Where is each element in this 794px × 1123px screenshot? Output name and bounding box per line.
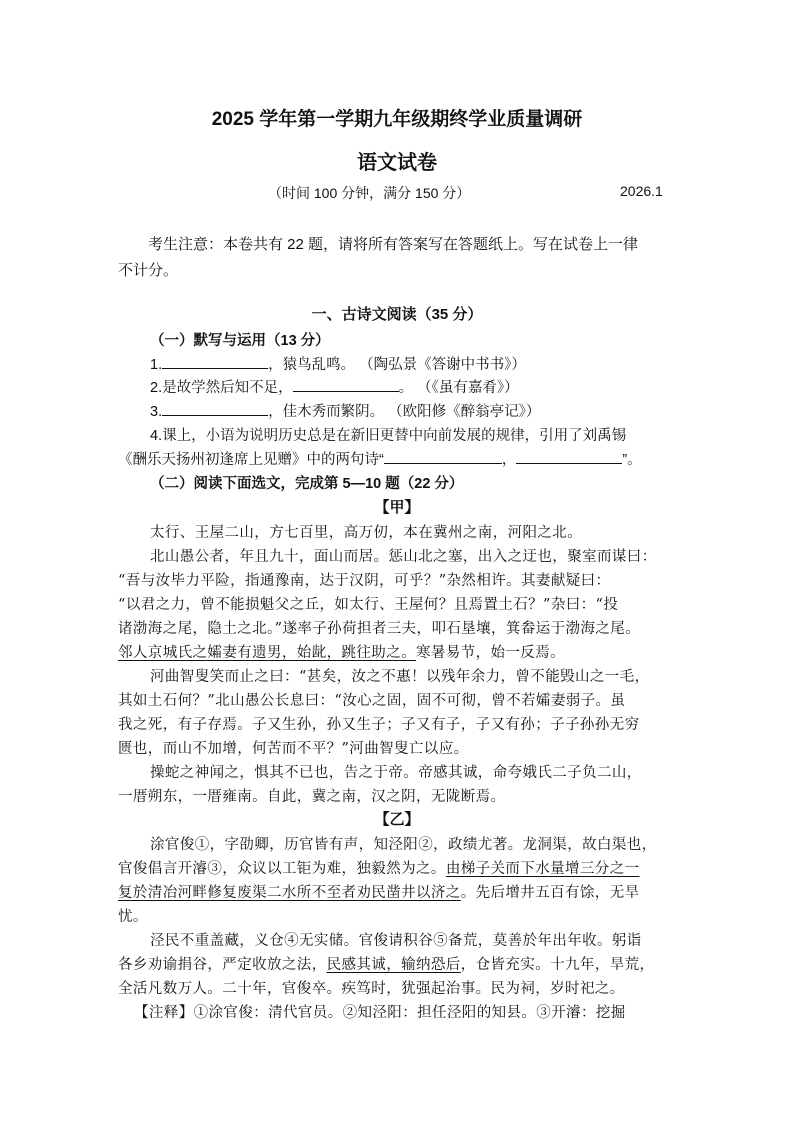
passage-jia-label: 【甲】 [374,499,420,516]
yi-p2-line-2 [118,953,654,974]
jia-p3-line-4: 匮也，而山不加增，何苦而不平？”河曲智叟亡以应。 [118,741,469,757]
part1-heading: 一、古诗文阅读（35 分） [311,306,483,323]
yi-p1-line-2 [118,857,640,878]
q3-text: ，佳木秀而繁阴。 （欧阳修《醉翁亭记》） [268,404,541,420]
section2-heading: （二）阅读下面选文，完成第 5—10 题（22 分） [150,476,464,492]
yi-p1-line-1: 涂官俊①，字劭卿，历官皆有声，知泾阳②，政绩尤著。龙洞渠，故白渠也， [150,837,657,853]
section1-heading: （一）默写与运用（13 分） [150,333,330,349]
jia-p4-line-2: 一厝朔东，一厝雍南。自此，冀之南，汉之阴，无陇断焉。 [118,789,506,805]
jia-p2-line-5 [118,641,565,662]
exam-subtitle: 语文试卷 [357,152,437,174]
yi-underlined-sentence-1a: 由梯子关而下水量增三分之一 [445,861,640,877]
jia-p3-line-3: 我之死，有子存焉。子又生孙，孙又生子；子又有子，子又有孙；子子孙孙无穷 [118,717,640,733]
yi-p2-line-1: 泾民不重盖藏，义仓④无实储。官俊请积谷⑤备荒，莫善於年出年收。躬诣 [150,933,642,949]
question-3 [150,400,540,421]
question-4-line-2 [118,448,642,469]
jia-p2-line-5-rest: 寒暑易节，始一反焉。 [416,645,565,661]
q2-text: 2.是故学然后知不足， [150,380,293,396]
jia-p2-line-1: 北山愚公者，年且九十，面山而居。惩山北之塞，出入之迂也，聚室而谋曰： [150,549,657,565]
jia-p3-line-1: 河曲智叟笑而止之曰：“甚矣，汝之不惠！以残年余力，曾不能毁山之一毛， [150,669,650,685]
jia-p2-line-3: “以君之力，曾不能损魁父之丘，如太行、王屋何？且焉置土石？”杂曰：“投 [118,597,619,613]
q4-text-b: ， [501,452,517,468]
yi-p1-line-3-rest: 。先后增井五百有馀，无旱 [460,885,640,901]
exam-date: 2026.1 [620,183,663,199]
jia-p2-line-4: 诸渤海之尾，隐土之北。”遂率子孙荷担者三夫，叩石垦壤，箕畚运于渤海之尾。 [118,621,641,637]
question-4-line-1: 4.课上，小语为说明历史总是在新旧更替中向前发展的规律，引用了刘禹锡 [150,428,627,444]
jia-underlined-sentence: 邻人京城氏之孀妻有遗男，始龀，跳往助之。 [118,645,416,661]
q3-answer-blank[interactable] [162,400,268,416]
jia-p2-line-2: “吾与汝毕力平险，指通豫南，达于汉阴，可乎？”杂然相许。其妻献疑曰： [118,573,611,589]
q2-tail: 。 （《虽有嘉肴》） [398,380,519,396]
question-2 [150,376,519,397]
q4-answer-blank-2[interactable] [516,448,622,464]
q4-text-c: ”。 [622,452,642,468]
time-info: （时间 100 分钟，满分 150 分） [268,185,471,201]
yi-p1-line-4: 忧。 [118,909,148,925]
jia-paragraph-1: 太行、王屋二山，方七百里，高万仞，本在冀州之南，河阳之北。 [150,525,583,541]
yi-p2-line-2-rest: ，仓皆充实。十九年，旱荒， [460,957,655,973]
yi-annotation: 【注释】①涂官俊：清代官员。②知泾阳：担任泾阳的知县。③开濬：挖掘 [134,1005,626,1021]
notice-line-1: 考生注意：本卷共有 22 题，请将所有答案写在答题纸上。写在试卷上一律 [148,236,639,253]
q4-text-a: 《酬乐天扬州初逢席上见赠》中的两句诗“ [118,452,384,468]
question-1 [150,353,526,374]
jia-p4-line-1: 操蛇之神闻之，惧其不已也，告之于帝。帝感其诚，命夸娥氏二子负二山， [150,765,642,781]
q2-answer-blank[interactable] [293,376,399,392]
notice-line-2: 不计分。 [118,262,179,279]
passage-yi-label: 【乙】 [374,811,420,828]
yi-p1-line-3 [118,881,640,902]
yi-p1-line-2-text: 官俊倡言开濬③，众议以工钜为难，独毅然为之。 [118,861,446,877]
q3-number: 3. [150,404,163,420]
yi-underlined-sentence-1b: 复於清冶河畔修复废渠二水所不至者劝民凿井以济之 [118,885,461,901]
yi-underlined-sentence-2: 民感其诚，输纳恐后 [326,957,461,973]
jia-p3-line-2: 其如土石何？”北山愚公长息曰：“汝心之固，固不可彻，曾不若孀妻弱子。虽 [118,693,626,709]
exam-notice [118,232,698,284]
exam-title: 2025 学年第一学期九年级期终学业质量调研 [211,109,583,130]
yi-p2-line-2-text: 各乡劝谕捐谷，严定收放之法， [118,957,327,973]
q1-answer-blank[interactable] [162,353,268,369]
q1-number: 1. [150,357,163,373]
q4-answer-blank-1[interactable] [384,448,502,464]
q1-text: ，猿鸟乱鸣。 （陶弘景《答谢中书书》） [268,357,526,373]
yi-p2-line-3: 全活凡数万人。二十年，官俊卒。疾笃时，犹强起治事。民为祠，岁时祀之。 [118,981,625,997]
